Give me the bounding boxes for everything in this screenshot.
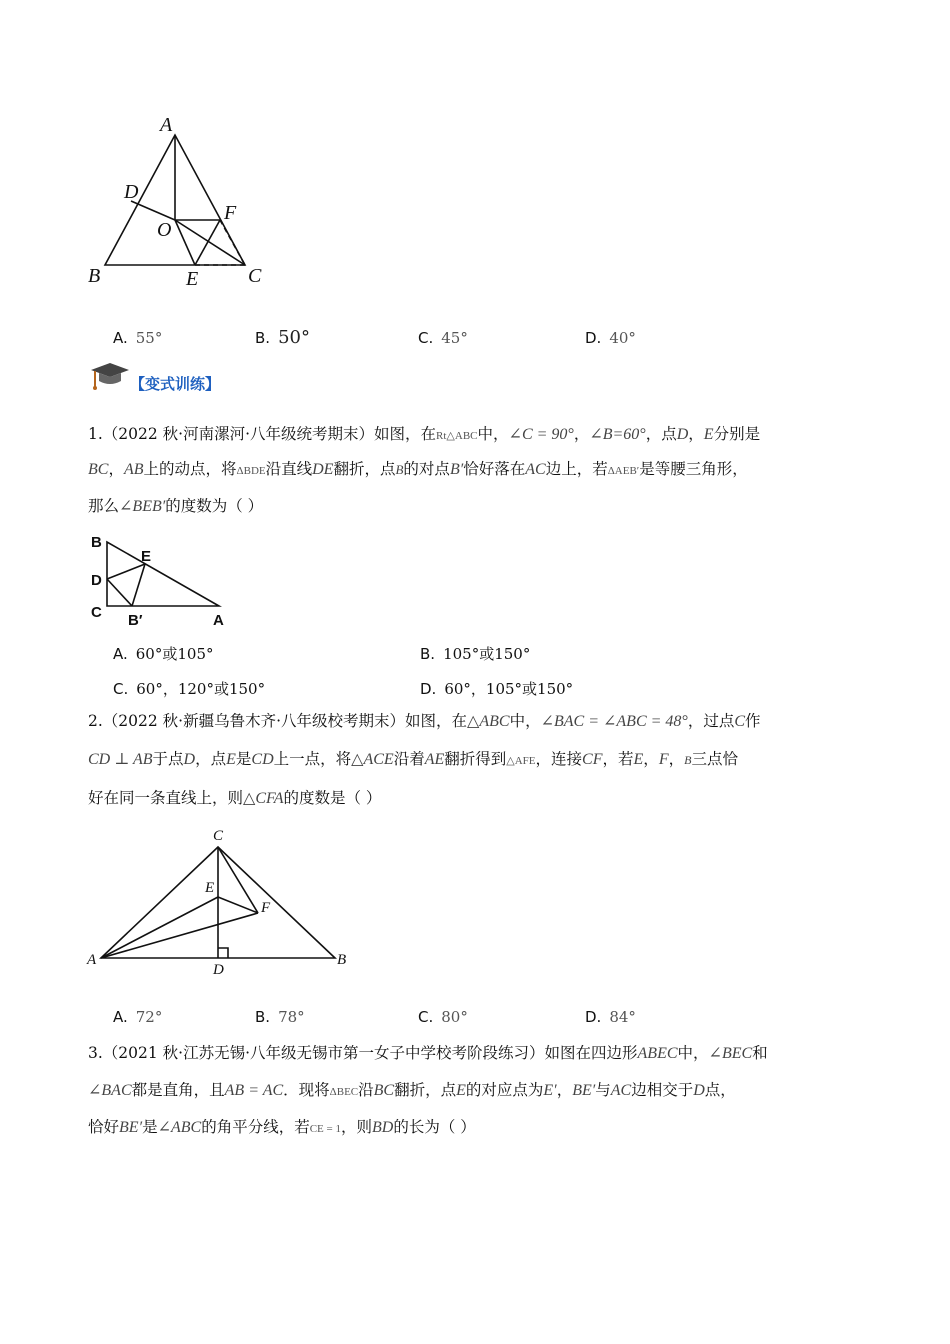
q2-line1: 2.（2022 秋·新疆乌鲁木齐·八年级校考期末）如图，在△ABC中，∠BAC = ∠ABC = 48°，过点C作 (88, 712, 761, 730)
q0-option-c[interactable] (418, 329, 468, 347)
label-c: C (213, 828, 224, 844)
q1-option-c[interactable]: C. 60°，120°或150° (113, 680, 266, 698)
label-d: D (213, 962, 224, 977)
q2-option-c[interactable]: C. 80° (418, 1008, 468, 1026)
label-f: F (261, 900, 271, 916)
label-e: E (186, 268, 199, 290)
q3-line3: 恰好BE′是∠ABC的角平分线，若CE = 1，则BD的长为（ ） (88, 1118, 476, 1136)
q2-line3: 好在同一条直线上，则△CFA的度数是（ ） (88, 789, 382, 807)
segment-eb (132, 564, 145, 606)
q3-number: 3. (88, 1044, 103, 1062)
segment-do (131, 201, 175, 220)
q1-line1: 1.（2022 秋·河南漯河·八年级统考期末）如图，在Rt△ABC中，∠C = 90°，∠B=60°，点D，E分别是 (88, 425, 761, 443)
option-letter: B. (255, 329, 271, 347)
label-e: E (205, 880, 215, 896)
q2-line2: CD ⊥ AB于点D，点E是CD上一点，将△ACE沿着AE翻折得到△AFE，连接CF，若E，F，B三点恰 (88, 750, 738, 768)
label-c: C (91, 604, 102, 621)
label-d: D (91, 572, 102, 589)
label-c: C (248, 265, 262, 287)
label-a: A (160, 114, 173, 136)
segment-ae (101, 897, 218, 958)
label-b: B (88, 265, 101, 287)
label-a: A (213, 612, 224, 629)
right-angle-mark (218, 948, 228, 958)
q1-line2: BC，AB上的动点，将ΔBDE沿直线DE翻折，点B的对点B′恰好落在AC边上，若ΔAEB′是等腰三角形， (88, 460, 748, 478)
label-b: B (337, 952, 347, 968)
segment-ef (218, 897, 258, 913)
q0-option-b[interactable] (255, 327, 310, 348)
label-e: E (141, 548, 152, 565)
segment-db (107, 579, 132, 606)
label-o: O (157, 219, 172, 241)
graduation-cap-icon (89, 361, 131, 391)
option-letter: D. (585, 329, 602, 347)
q1-option-d[interactable]: D. 60°，105°或150° (420, 680, 574, 698)
label-d: D (124, 181, 139, 203)
q2-option-d[interactable]: D. 84° (585, 1008, 636, 1026)
q1-option-a[interactable]: A. 60°或105° (113, 645, 214, 663)
label-b-prime: B′ (128, 612, 143, 629)
label-a: A (87, 952, 97, 968)
figure-right-triangle-fold (85, 528, 235, 630)
q2-number: 2. (88, 712, 103, 730)
figure-triangle-abc-fold (80, 105, 280, 295)
q2-option-b[interactable]: B. 78° (255, 1008, 305, 1026)
option-value: 40° (609, 329, 636, 347)
label-b: B (91, 534, 102, 551)
option-value: 50° (278, 327, 310, 348)
q3-line1: 3.（2021 秋·江苏无锡·八年级无锡市第一女子中学校考阶段练习）如图在四边形ABEC中，∠BEC和 (88, 1044, 768, 1062)
option-value: 45° (441, 329, 468, 347)
q1-number: 1. (88, 425, 103, 443)
q3-line2: ∠BAC都是直角，且AB = AC．现将ΔBEC沿BC翻折，点E的对应点为E′，BE′与AC边相交于D点， (88, 1081, 736, 1099)
q0-option-a[interactable] (113, 329, 162, 347)
segment-ef (195, 220, 220, 265)
segment-de (107, 564, 145, 579)
q2-option-a[interactable]: A. 72° (113, 1008, 163, 1026)
option-letter: C. (418, 329, 434, 347)
q1-line3: 那么∠BEB′的度数为（ ） (88, 497, 264, 515)
section-title: 【变式训练】 (130, 375, 221, 393)
q1-option-b[interactable]: B. 105°或150° (420, 645, 531, 663)
option-value: 55° (135, 329, 163, 347)
label-f: F (224, 202, 237, 224)
option-letter: A. (113, 329, 128, 347)
figure-isosceles-fold (85, 822, 355, 977)
q0-option-d[interactable] (585, 329, 636, 347)
